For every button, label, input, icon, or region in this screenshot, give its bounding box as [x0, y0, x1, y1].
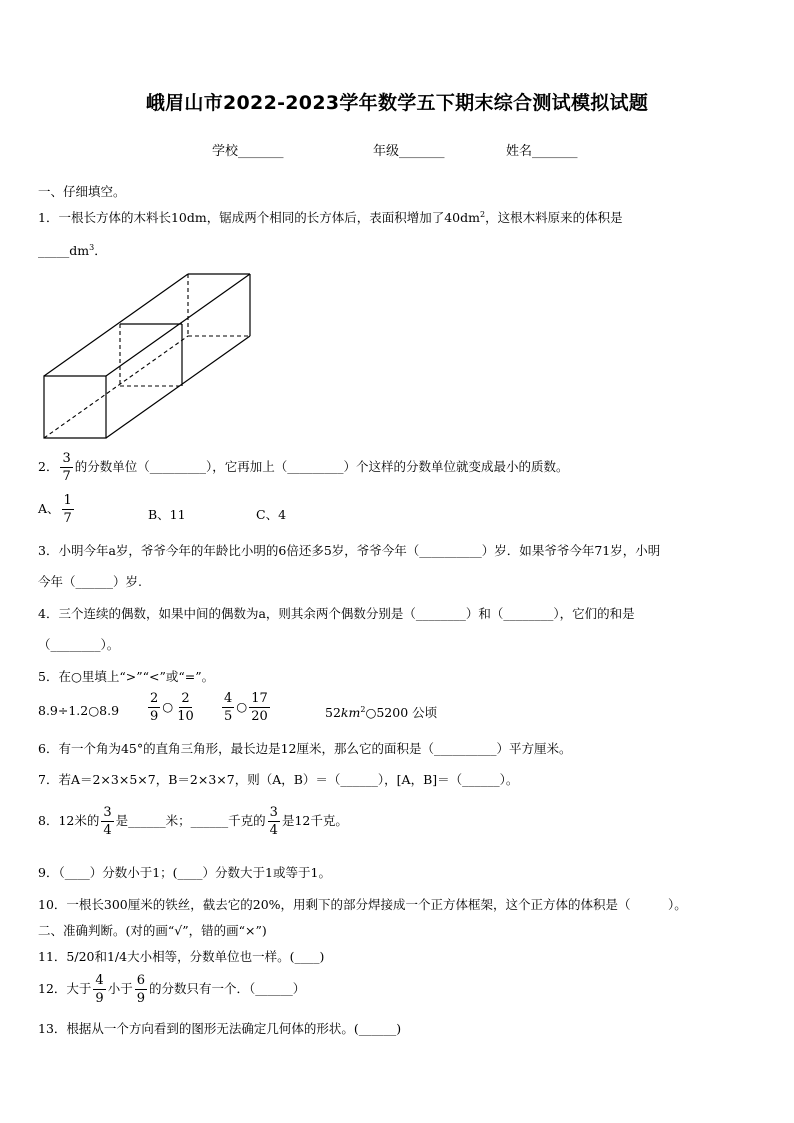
unit: km — [340, 705, 361, 720]
cuboid-edge — [44, 274, 188, 376]
fraction-denominator: 7 — [62, 469, 71, 484]
question-12 — [38, 974, 305, 1005]
question-2-option-a — [38, 494, 76, 525]
question-1-text-a: 1．一根长方体的木料长10dm，锯成两个相同的长方体后，表面积增加了40dm — [38, 210, 480, 225]
question-2 — [38, 452, 569, 483]
superscript: 2 — [479, 209, 486, 219]
name-field: 姓名_______ — [506, 144, 578, 159]
question-8-text-a: 8．12米的 — [38, 813, 100, 828]
fraction-denominator: 5 — [224, 709, 233, 724]
question-4-line-1: 4．三个连续的偶数，如果中间的偶数为a，则其余两个偶数分别是（________）和（________），它们的和是 — [38, 606, 635, 621]
fraction-numerator: 1 — [63, 493, 72, 508]
fraction-numerator: 4 — [95, 973, 104, 988]
question-6: 6．有一个角为45°的直角三角形，最长边是12厘米，那么它的面积是（__________）平方厘米。 — [38, 741, 572, 756]
question-7: 7．若A＝2×3×5×7，B＝2×3×7，则（A，B）＝（______），[A，B]＝（______）。 — [38, 772, 519, 787]
fraction-numerator: 4 — [224, 691, 233, 706]
fraction-numerator: 6 — [136, 973, 145, 988]
question-8-text-b: 是______米；______千克的 — [115, 813, 266, 828]
fraction — [60, 452, 72, 483]
question-1-answer-line — [38, 241, 107, 259]
question-8-text-c: 是12千克。 — [281, 813, 348, 828]
question-9: 9．（____）分数小于1；(____）分数大于1或等于1。 — [38, 865, 331, 880]
cuboid-edge — [106, 274, 250, 376]
question-2-option-c: C、4 — [256, 507, 287, 522]
page-title: 峨眉山市2022-2023学年数学五下期末综合测试模拟试题 — [145, 92, 649, 114]
question-3-line-1: 3．小明今年a岁，爷爷今年的年龄比小明的6倍还多5岁，爷爷今年（__________）岁．如果爷爷今年71岁，小明 — [38, 543, 661, 558]
section-heading-judge: 二、准确判断。(对的画“√”，错的画“×”) — [38, 923, 267, 938]
school-field: 学校_______ — [212, 144, 284, 159]
fraction-numerator: 3 — [103, 805, 112, 820]
fraction — [249, 692, 270, 723]
question-11: 11．5/20和1/4大小相等，分数单位也一样。(____) — [38, 949, 325, 964]
fraction — [101, 806, 113, 837]
fraction — [268, 806, 280, 837]
value: ○5200 公顷 — [365, 705, 438, 720]
fraction-numerator: 3 — [62, 451, 71, 466]
fraction-numerator: 2 — [150, 691, 159, 706]
fraction — [93, 974, 105, 1005]
question-10: 10．一根长300厘米的铁丝，截去它的20%，用剩下的部分焊接成一个正方体框架，这个正方体的体积是（ ）。 — [38, 897, 687, 912]
fraction-denominator: 10 — [177, 709, 194, 724]
question-1-text-b: ，这根木料原来的体积是 — [485, 210, 623, 225]
section-heading-fill: 一、仔细填空。 — [38, 184, 126, 199]
question-5-line-1: 5．在○里填上“>”“<”或“=”。 — [38, 669, 215, 684]
question-5-item-4 — [325, 703, 437, 721]
fraction — [148, 692, 160, 723]
value: 52 — [325, 705, 341, 720]
fraction — [222, 692, 234, 723]
grade-field: 年级_______ — [373, 144, 445, 159]
cuboid-front-face — [44, 376, 106, 438]
fraction-denominator: 7 — [63, 511, 72, 526]
fraction-numerator: 17 — [251, 691, 268, 706]
cuboid-figure — [38, 268, 254, 444]
fraction-denominator: 9 — [136, 991, 145, 1006]
question-1-blank: _____dm — [38, 243, 90, 258]
superscript: 2 — [360, 704, 366, 714]
question-2-option-b: B、11 — [148, 507, 186, 522]
question-13: 13．根据从一个方向看到的图形无法确定几何体的形状。(______) — [38, 1021, 402, 1036]
option-label: A、 — [38, 501, 60, 516]
question-5-item-1: 8.9÷1.2○8.9 — [38, 703, 120, 718]
fraction-numerator: 3 — [269, 805, 278, 820]
question-8 — [38, 806, 348, 837]
fraction — [135, 974, 147, 1005]
question-1-end: ． — [94, 243, 107, 258]
question-4-line-2: （________）。 — [38, 637, 120, 652]
question-1 — [38, 208, 623, 226]
question-5-item-3 — [220, 692, 272, 723]
fraction-denominator: 9 — [95, 991, 104, 1006]
question-5-item-2 — [146, 692, 198, 723]
question-12-text-c: 的分数只有一个．（______） — [148, 981, 306, 996]
question-12-text-b: 小于 — [107, 981, 133, 996]
fraction-denominator: 9 — [150, 709, 159, 724]
superscript: 3 — [89, 242, 95, 252]
fraction-denominator: 4 — [103, 823, 112, 838]
fraction-denominator: 20 — [251, 709, 268, 724]
cuboid-edge — [106, 336, 250, 438]
question-3-line-2: 今年（______）岁. — [38, 574, 142, 589]
question-2-number: 2． — [38, 459, 59, 474]
fraction-numerator: 2 — [181, 691, 190, 706]
hidden-edge — [44, 336, 188, 438]
question-12-text-a: 12．大于 — [38, 981, 92, 996]
compare-circle: ○ — [236, 699, 248, 714]
fraction-denominator: 4 — [269, 823, 278, 838]
fraction — [175, 692, 196, 723]
compare-circle: ○ — [162, 699, 174, 714]
fraction — [62, 494, 74, 525]
question-2-text: 的分数单位（_________），它再加上（_________）个这样的分数单位就变成最小的质数。 — [74, 459, 569, 474]
